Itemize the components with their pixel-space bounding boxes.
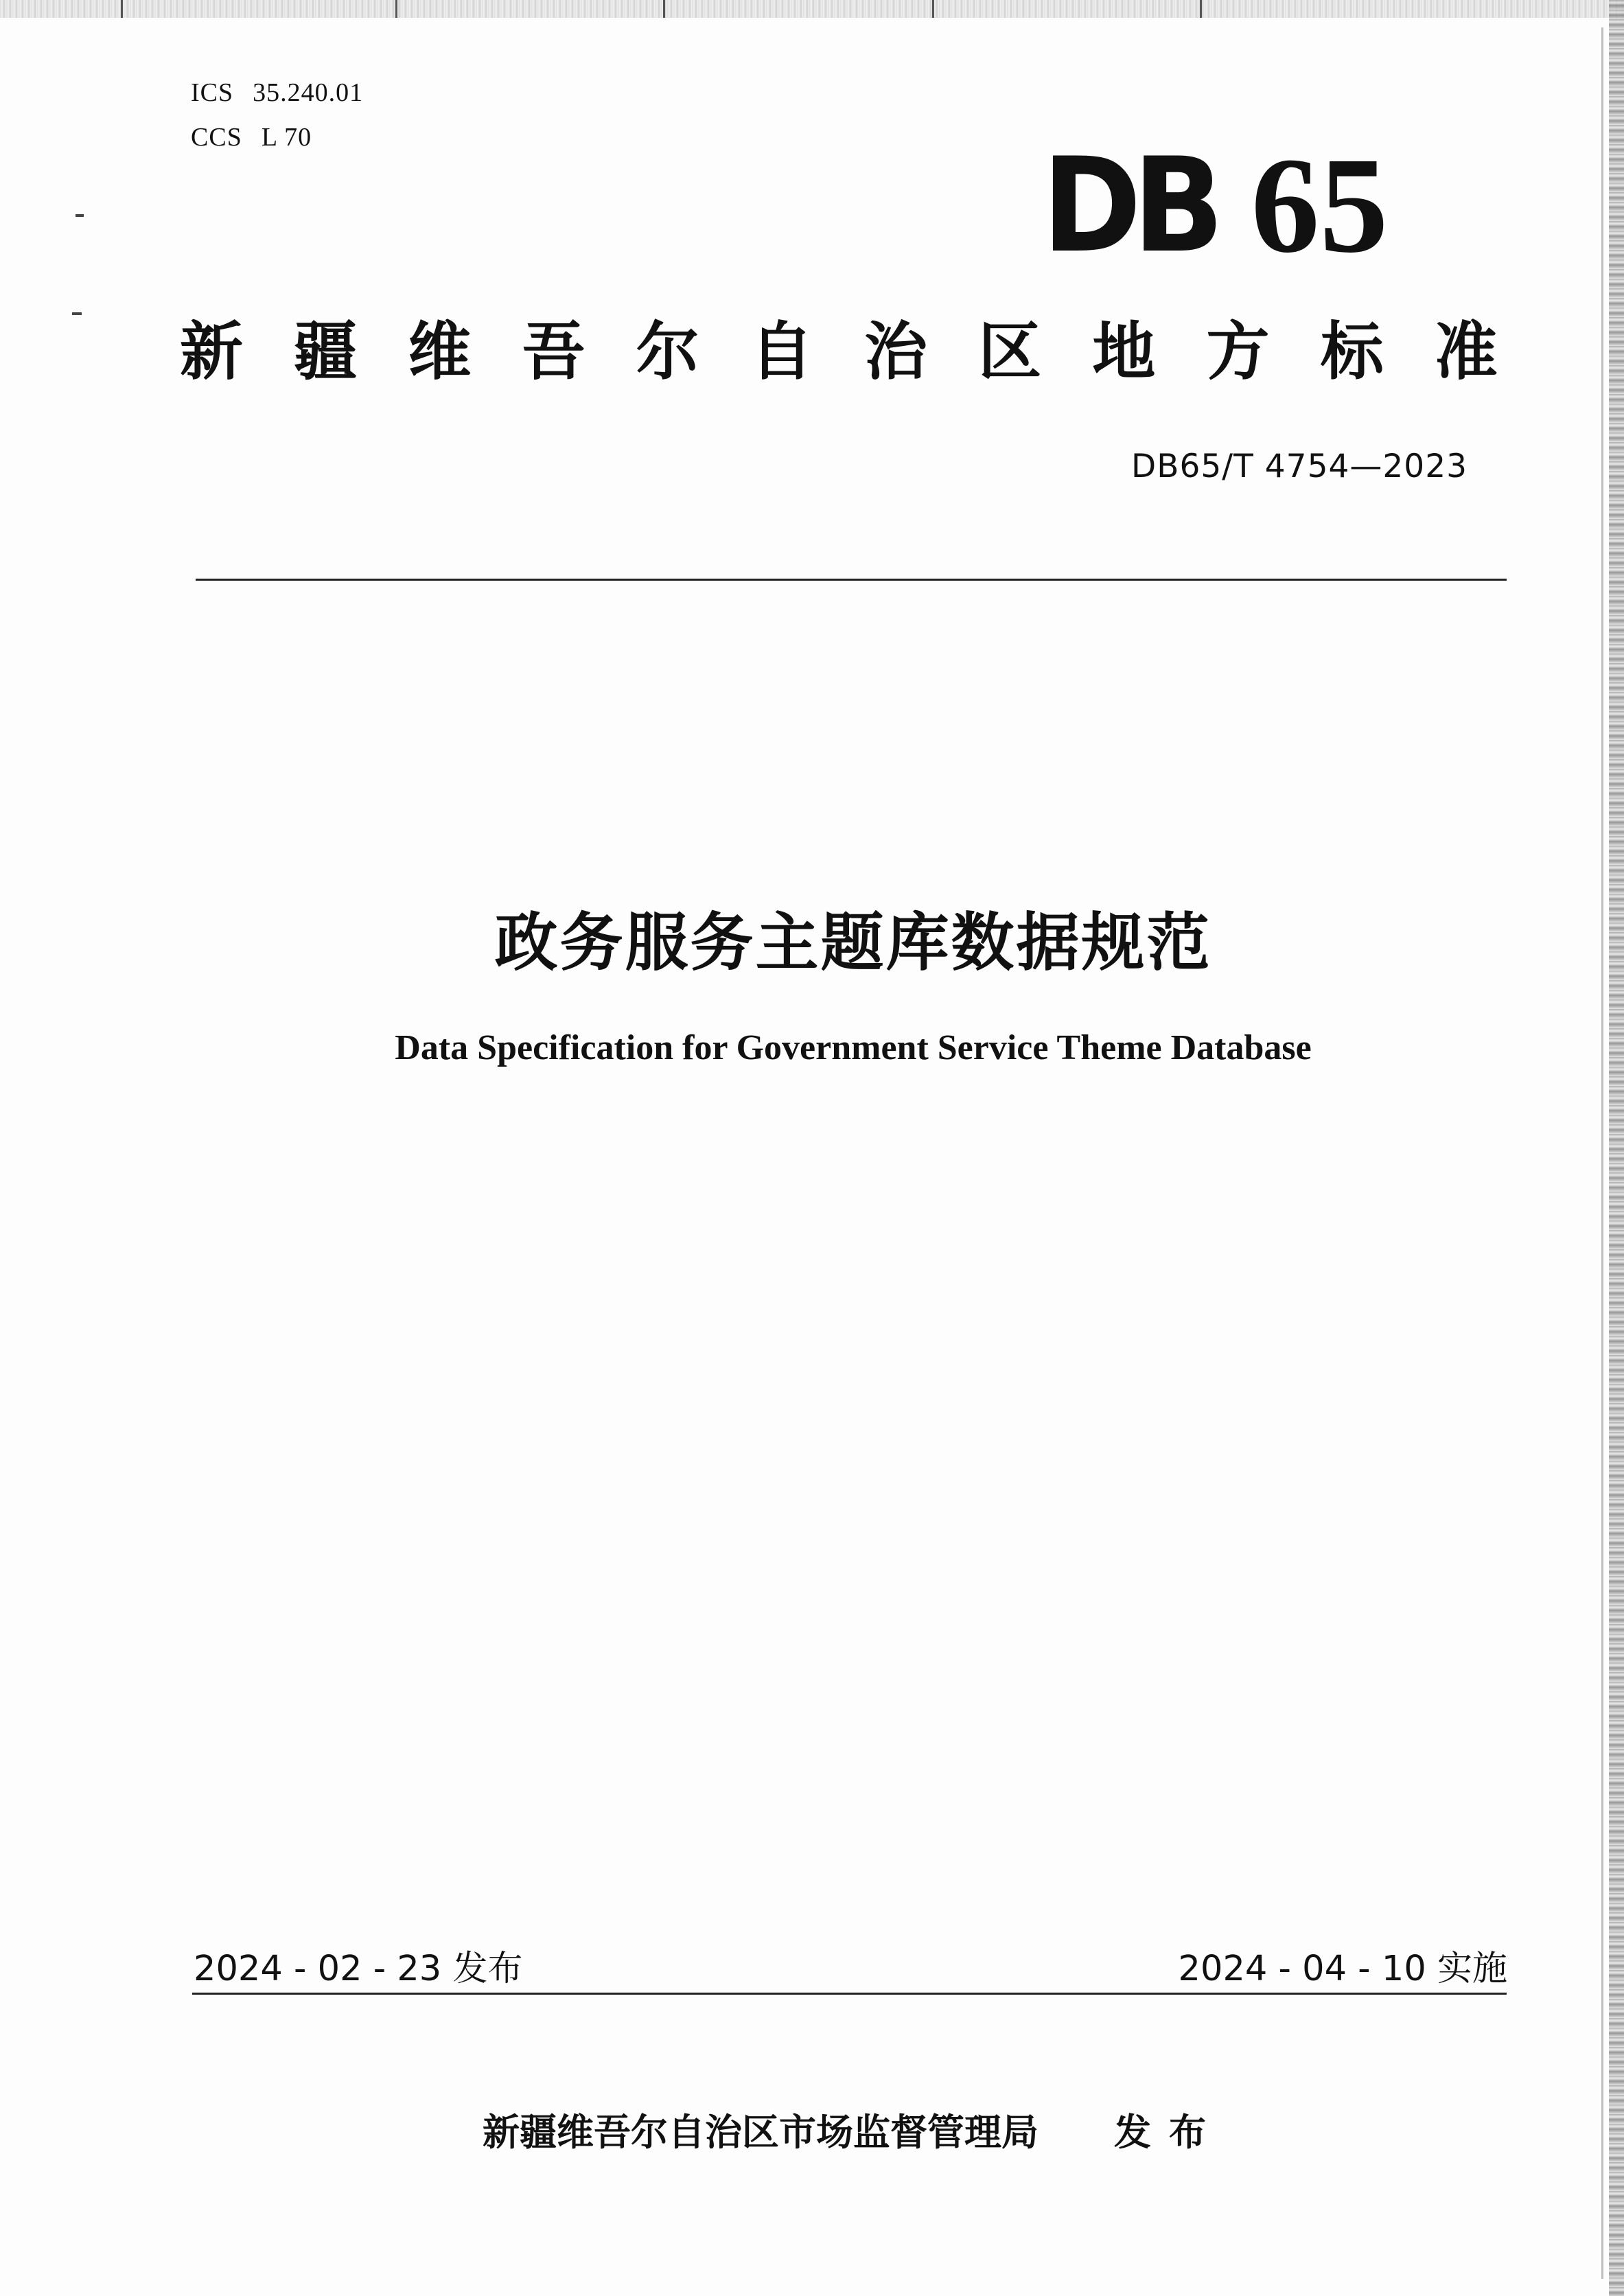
category-char: 尔 [636,315,699,389]
standard-category-title [180,315,1498,389]
implementation-date: 2024 - 04 - 10 实施 [1178,1949,1507,1989]
document-title-chinese: 政务服务主题库数据规范 [494,906,1212,979]
scan-tick [1200,0,1202,18]
scan-tick [395,0,397,18]
db-logo [1042,130,1389,281]
category-char: 方 [1206,315,1270,389]
footer-divider [192,1993,1507,1995]
issue-date: 2024 - 02 - 23 发布 [194,1949,523,1989]
ics-code-line [191,78,363,108]
ics-code: 35.240.01 [253,78,364,107]
publish-action: 发布 [1114,2111,1224,2154]
header-divider [196,579,1507,581]
category-char: 自 [750,315,813,389]
scan-tick [663,0,665,18]
category-char: 维 [408,315,472,389]
scan-edge-right [1609,0,1624,2296]
publisher-name: 新疆维吾尔自治区市场监督管理局 [483,2111,1039,2154]
ics-label: ICS [191,78,234,107]
category-char: 吾 [522,315,585,389]
db-logo-number: 65 [1251,130,1389,281]
category-char: 新 [180,315,244,389]
scan-speck [72,312,82,315]
category-char: 区 [978,315,1042,389]
category-char: 标 [1320,315,1384,389]
scan-edge-top [0,0,1624,18]
ccs-label: CCS [191,123,242,152]
category-char: 治 [864,315,928,389]
publisher-line [41,2103,1624,2156]
category-char: 疆 [294,315,358,389]
standard-number: DB65/T 4754—2023 [1131,448,1468,485]
category-char: 准 [1434,315,1498,389]
scan-tick [932,0,934,18]
ccs-code-line [191,122,312,152]
ccs-code: L 70 [261,123,312,152]
scan-tick [121,0,123,18]
db-logo-letters: DB [1042,130,1216,281]
document-title-english: Data Specification for Government Service Theme Database [395,1028,1312,1067]
scan-shadow-line [1601,27,1603,2279]
category-char: 地 [1092,315,1156,389]
scan-speck [76,214,84,217]
